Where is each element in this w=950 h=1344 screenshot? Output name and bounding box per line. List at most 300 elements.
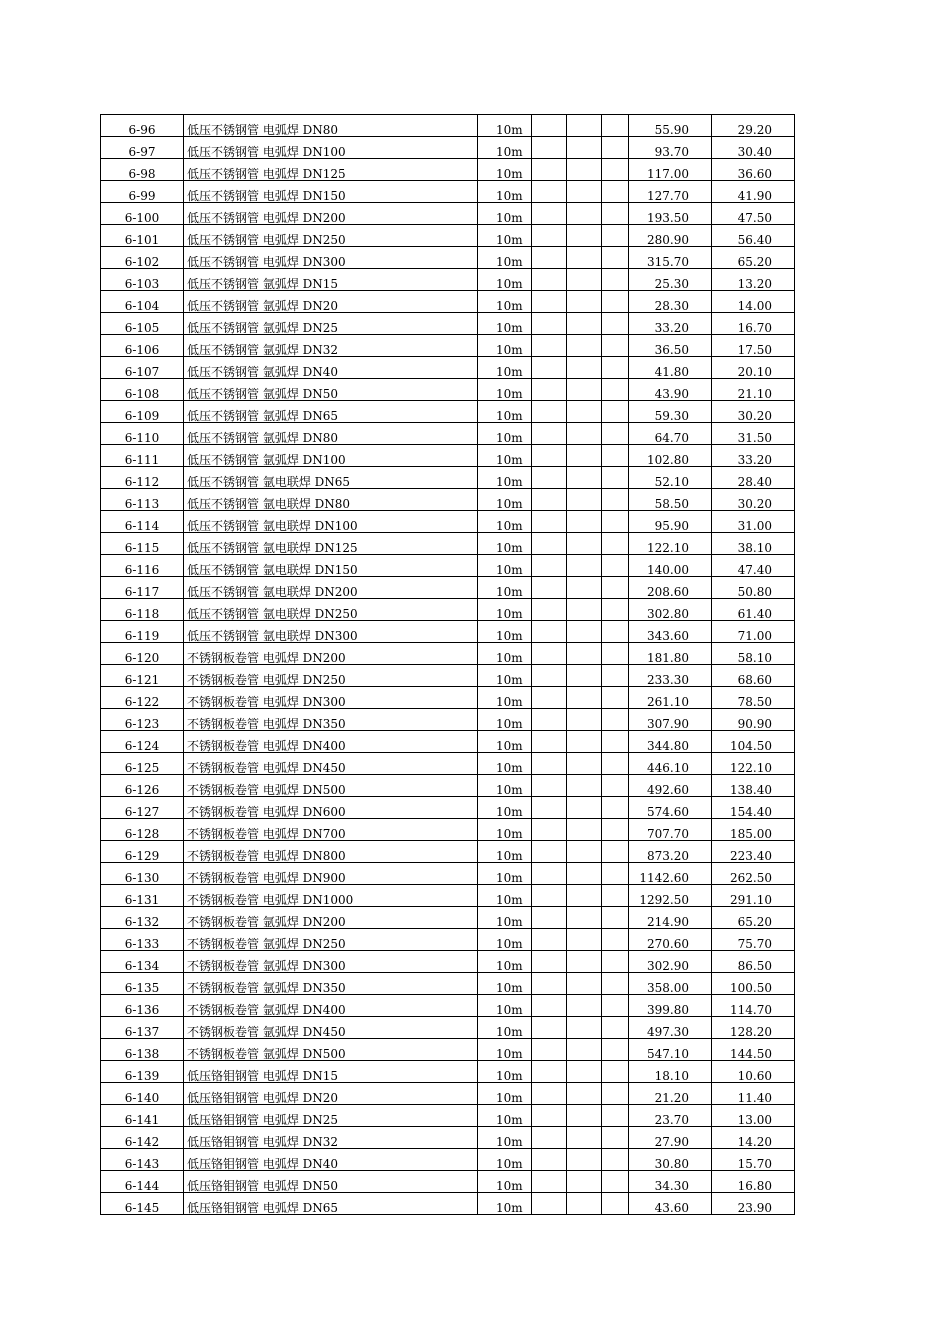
base-price-cell: 58.50 — [629, 489, 712, 511]
item-code-cell: 6-106 — [101, 335, 184, 357]
table-row — [101, 643, 795, 665]
blank-cell-c — [602, 159, 629, 181]
unit-cell: 10m — [478, 115, 532, 137]
blank-cell-b — [567, 181, 602, 203]
labor-cost-cell: 78.50 — [712, 687, 795, 709]
item-name-cell: 低压不锈钢管 电弧焊 DN125 — [184, 159, 478, 181]
item-name-cell: 不锈钢板卷管 氩弧焊 DN500 — [184, 1039, 478, 1061]
labor-cost-cell: 33.20 — [712, 445, 795, 467]
item-name-cell: 低压不锈钢管 氩弧焊 DN32 — [184, 335, 478, 357]
base-price-cell: 36.50 — [629, 335, 712, 357]
item-name-cell: 不锈钢板卷管 氩弧焊 DN450 — [184, 1017, 478, 1039]
base-price-cell: 55.90 — [629, 115, 712, 137]
table-row — [101, 533, 795, 555]
item-code-cell: 6-131 — [101, 885, 184, 907]
item-name-cell: 低压铬钼钢管 电弧焊 DN65 — [184, 1193, 478, 1215]
item-code-cell: 6-112 — [101, 467, 184, 489]
item-name-cell: 低压不锈钢管 氩电联焊 DN150 — [184, 555, 478, 577]
blank-cell-b — [567, 1061, 602, 1083]
item-name-cell: 不锈钢板卷管 电弧焊 DN200 — [184, 643, 478, 665]
blank-cell-c — [602, 775, 629, 797]
blank-cell-b — [567, 379, 602, 401]
item-name-cell: 不锈钢板卷管 电弧焊 DN450 — [184, 753, 478, 775]
item-name-cell: 低压不锈钢管 氩电联焊 DN250 — [184, 599, 478, 621]
blank-cell-a — [532, 159, 567, 181]
item-name-cell: 不锈钢板卷管 电弧焊 DN400 — [184, 731, 478, 753]
table-row — [101, 665, 795, 687]
blank-cell-c — [602, 753, 629, 775]
blank-cell-b — [567, 819, 602, 841]
table-row — [101, 379, 795, 401]
unit-cell: 10m — [478, 1039, 532, 1061]
unit-cell: 10m — [478, 137, 532, 159]
blank-cell-b — [567, 423, 602, 445]
labor-cost-cell: 38.10 — [712, 533, 795, 555]
blank-cell-a — [532, 247, 567, 269]
item-code-cell: 6-140 — [101, 1083, 184, 1105]
unit-cell: 10m — [478, 533, 532, 555]
unit-cell: 10m — [478, 159, 532, 181]
blank-cell-b — [567, 1127, 602, 1149]
unit-cell: 10m — [478, 357, 532, 379]
unit-cell: 10m — [478, 995, 532, 1017]
base-price-cell: 358.00 — [629, 973, 712, 995]
table-row — [101, 467, 795, 489]
unit-cell: 10m — [478, 951, 532, 973]
blank-cell-c — [602, 599, 629, 621]
item-name-cell: 不锈钢板卷管 电弧焊 DN900 — [184, 863, 478, 885]
blank-cell-c — [602, 885, 629, 907]
blank-cell-c — [602, 731, 629, 753]
labor-cost-cell: 185.00 — [712, 819, 795, 841]
table-row — [101, 775, 795, 797]
item-code-cell: 6-122 — [101, 687, 184, 709]
unit-cell: 10m — [478, 335, 532, 357]
blank-cell-b — [567, 269, 602, 291]
blank-cell-b — [567, 203, 602, 225]
blank-cell-a — [532, 533, 567, 555]
unit-cell: 10m — [478, 269, 532, 291]
item-name-cell: 低压不锈钢管 氩电联焊 DN125 — [184, 533, 478, 555]
base-price-cell: 127.70 — [629, 181, 712, 203]
blank-cell-c — [602, 973, 629, 995]
blank-cell-c — [602, 995, 629, 1017]
labor-cost-cell: 14.20 — [712, 1127, 795, 1149]
quota-table — [100, 114, 795, 1215]
blank-cell-b — [567, 1149, 602, 1171]
base-price-cell: 181.80 — [629, 643, 712, 665]
blank-cell-a — [532, 907, 567, 929]
item-name-cell: 低压不锈钢管 氩弧焊 DN40 — [184, 357, 478, 379]
labor-cost-cell: 75.70 — [712, 929, 795, 951]
unit-cell: 10m — [478, 819, 532, 841]
base-price-cell: 307.90 — [629, 709, 712, 731]
labor-cost-cell: 58.10 — [712, 643, 795, 665]
blank-cell-c — [602, 621, 629, 643]
labor-cost-cell: 29.20 — [712, 115, 795, 137]
item-name-cell: 低压不锈钢管 氩弧焊 DN25 — [184, 313, 478, 335]
unit-cell: 10m — [478, 291, 532, 313]
blank-cell-c — [602, 819, 629, 841]
item-code-cell: 6-119 — [101, 621, 184, 643]
base-price-cell: 52.10 — [629, 467, 712, 489]
blank-cell-a — [532, 1171, 567, 1193]
table-row — [101, 357, 795, 379]
base-price-cell: 302.80 — [629, 599, 712, 621]
table-row — [101, 599, 795, 621]
item-code-cell: 6-145 — [101, 1193, 184, 1215]
blank-cell-c — [602, 907, 629, 929]
table-row — [101, 511, 795, 533]
blank-cell-b — [567, 907, 602, 929]
base-price-cell: 315.70 — [629, 247, 712, 269]
table-row — [101, 973, 795, 995]
blank-cell-a — [532, 291, 567, 313]
unit-cell: 10m — [478, 489, 532, 511]
blank-cell-b — [567, 643, 602, 665]
blank-cell-a — [532, 1039, 567, 1061]
labor-cost-cell: 36.60 — [712, 159, 795, 181]
base-price-cell: 574.60 — [629, 797, 712, 819]
blank-cell-a — [532, 1105, 567, 1127]
blank-cell-a — [532, 225, 567, 247]
item-name-cell: 低压铬钼钢管 电弧焊 DN20 — [184, 1083, 478, 1105]
blank-cell-c — [602, 643, 629, 665]
item-code-cell: 6-143 — [101, 1149, 184, 1171]
blank-cell-a — [532, 489, 567, 511]
labor-cost-cell: 15.70 — [712, 1149, 795, 1171]
labor-cost-cell: 16.70 — [712, 313, 795, 335]
labor-cost-cell: 138.40 — [712, 775, 795, 797]
table-row — [101, 731, 795, 753]
blank-cell-a — [532, 643, 567, 665]
base-price-cell: 233.30 — [629, 665, 712, 687]
base-price-cell: 1292.50 — [629, 885, 712, 907]
labor-cost-cell: 71.00 — [712, 621, 795, 643]
table-row — [101, 423, 795, 445]
labor-cost-cell: 122.10 — [712, 753, 795, 775]
table-row — [101, 951, 795, 973]
blank-cell-b — [567, 577, 602, 599]
table-row — [101, 115, 795, 137]
table-row — [101, 203, 795, 225]
labor-cost-cell: 61.40 — [712, 599, 795, 621]
blank-cell-a — [532, 775, 567, 797]
base-price-cell: 270.60 — [629, 929, 712, 951]
blank-cell-b — [567, 1193, 602, 1215]
labor-cost-cell: 104.50 — [712, 731, 795, 753]
blank-cell-a — [532, 929, 567, 951]
blank-cell-b — [567, 335, 602, 357]
blank-cell-b — [567, 489, 602, 511]
item-name-cell: 低压不锈钢管 氩弧焊 DN15 — [184, 269, 478, 291]
unit-cell: 10m — [478, 445, 532, 467]
blank-cell-b — [567, 445, 602, 467]
base-price-cell: 302.90 — [629, 951, 712, 973]
unit-cell: 10m — [478, 181, 532, 203]
labor-cost-cell: 21.10 — [712, 379, 795, 401]
blank-cell-b — [567, 555, 602, 577]
labor-cost-cell: 41.90 — [712, 181, 795, 203]
unit-cell: 10m — [478, 599, 532, 621]
item-code-cell: 6-127 — [101, 797, 184, 819]
labor-cost-cell: 30.20 — [712, 401, 795, 423]
blank-cell-a — [532, 1127, 567, 1149]
blank-cell-a — [532, 335, 567, 357]
labor-cost-cell: 291.10 — [712, 885, 795, 907]
item-name-cell: 不锈钢板卷管 电弧焊 DN250 — [184, 665, 478, 687]
item-code-cell: 6-129 — [101, 841, 184, 863]
base-price-cell: 27.90 — [629, 1127, 712, 1149]
blank-cell-c — [602, 687, 629, 709]
unit-cell: 10m — [478, 203, 532, 225]
blank-cell-a — [532, 379, 567, 401]
item-name-cell: 低压不锈钢管 氩电联焊 DN300 — [184, 621, 478, 643]
item-code-cell: 6-134 — [101, 951, 184, 973]
table-row — [101, 313, 795, 335]
blank-cell-a — [532, 599, 567, 621]
table-row — [101, 841, 795, 863]
item-code-cell: 6-104 — [101, 291, 184, 313]
blank-cell-a — [532, 577, 567, 599]
labor-cost-cell: 13.20 — [712, 269, 795, 291]
unit-cell: 10m — [478, 709, 532, 731]
table-body — [101, 115, 795, 1215]
blank-cell-c — [602, 929, 629, 951]
blank-cell-b — [567, 159, 602, 181]
table-row — [101, 137, 795, 159]
blank-cell-a — [532, 841, 567, 863]
item-name-cell: 不锈钢板卷管 电弧焊 DN500 — [184, 775, 478, 797]
table-row — [101, 687, 795, 709]
base-price-cell: 547.10 — [629, 1039, 712, 1061]
item-code-cell: 6-108 — [101, 379, 184, 401]
blank-cell-a — [532, 709, 567, 731]
blank-cell-a — [532, 115, 567, 137]
blank-cell-b — [567, 775, 602, 797]
item-name-cell: 不锈钢板卷管 电弧焊 DN600 — [184, 797, 478, 819]
unit-cell: 10m — [478, 841, 532, 863]
unit-cell: 10m — [478, 1127, 532, 1149]
unit-cell: 10m — [478, 467, 532, 489]
blank-cell-c — [602, 555, 629, 577]
base-price-cell: 95.90 — [629, 511, 712, 533]
table-row — [101, 159, 795, 181]
labor-cost-cell: 10.60 — [712, 1061, 795, 1083]
blank-cell-b — [567, 687, 602, 709]
item-code-cell: 6-132 — [101, 907, 184, 929]
blank-cell-b — [567, 885, 602, 907]
blank-cell-a — [532, 357, 567, 379]
unit-cell: 10m — [478, 379, 532, 401]
unit-cell: 10m — [478, 1061, 532, 1083]
blank-cell-c — [602, 511, 629, 533]
item-name-cell: 不锈钢板卷管 氩弧焊 DN250 — [184, 929, 478, 951]
unit-cell: 10m — [478, 863, 532, 885]
blank-cell-b — [567, 1017, 602, 1039]
unit-cell: 10m — [478, 775, 532, 797]
table-row — [101, 247, 795, 269]
item-name-cell: 不锈钢板卷管 电弧焊 DN300 — [184, 687, 478, 709]
item-name-cell: 不锈钢板卷管 电弧焊 DN1000 — [184, 885, 478, 907]
item-code-cell: 6-125 — [101, 753, 184, 775]
unit-cell: 10m — [478, 577, 532, 599]
table-row — [101, 555, 795, 577]
labor-cost-cell: 262.50 — [712, 863, 795, 885]
base-price-cell: 497.30 — [629, 1017, 712, 1039]
blank-cell-b — [567, 973, 602, 995]
table-row — [101, 709, 795, 731]
blank-cell-b — [567, 511, 602, 533]
base-price-cell: 122.10 — [629, 533, 712, 555]
unit-cell: 10m — [478, 1171, 532, 1193]
item-name-cell: 低压不锈钢管 氩弧焊 DN65 — [184, 401, 478, 423]
blank-cell-a — [532, 511, 567, 533]
blank-cell-c — [602, 797, 629, 819]
base-price-cell: 1142.60 — [629, 863, 712, 885]
item-code-cell: 6-126 — [101, 775, 184, 797]
base-price-cell: 28.30 — [629, 291, 712, 313]
base-price-cell: 102.80 — [629, 445, 712, 467]
item-name-cell: 低压铬钼钢管 电弧焊 DN25 — [184, 1105, 478, 1127]
item-code-cell: 6-137 — [101, 1017, 184, 1039]
labor-cost-cell: 13.00 — [712, 1105, 795, 1127]
blank-cell-b — [567, 291, 602, 313]
base-price-cell: 18.10 — [629, 1061, 712, 1083]
item-code-cell: 6-123 — [101, 709, 184, 731]
blank-cell-b — [567, 1171, 602, 1193]
labor-cost-cell: 20.10 — [712, 357, 795, 379]
blank-cell-a — [532, 313, 567, 335]
blank-cell-c — [602, 1149, 629, 1171]
blank-cell-b — [567, 247, 602, 269]
blank-cell-c — [602, 1039, 629, 1061]
table-row — [101, 1083, 795, 1105]
item-code-cell: 6-124 — [101, 731, 184, 753]
unit-cell: 10m — [478, 313, 532, 335]
blank-cell-a — [532, 973, 567, 995]
blank-cell-c — [602, 137, 629, 159]
blank-cell-c — [602, 269, 629, 291]
labor-cost-cell: 17.50 — [712, 335, 795, 357]
base-price-cell: 59.30 — [629, 401, 712, 423]
labor-cost-cell: 31.50 — [712, 423, 795, 445]
item-code-cell: 6-105 — [101, 313, 184, 335]
unit-cell: 10m — [478, 907, 532, 929]
blank-cell-c — [602, 1105, 629, 1127]
blank-cell-c — [602, 115, 629, 137]
table-row — [101, 797, 795, 819]
unit-cell: 10m — [478, 247, 532, 269]
item-name-cell: 低压不锈钢管 电弧焊 DN300 — [184, 247, 478, 269]
item-code-cell: 6-121 — [101, 665, 184, 687]
blank-cell-a — [532, 467, 567, 489]
labor-cost-cell: 114.70 — [712, 995, 795, 1017]
blank-cell-b — [567, 115, 602, 137]
item-code-cell: 6-107 — [101, 357, 184, 379]
blank-cell-a — [532, 797, 567, 819]
blank-cell-a — [532, 885, 567, 907]
item-name-cell: 低压不锈钢管 氩弧焊 DN80 — [184, 423, 478, 445]
blank-cell-c — [602, 181, 629, 203]
blank-cell-b — [567, 1039, 602, 1061]
labor-cost-cell: 65.20 — [712, 247, 795, 269]
base-price-cell: 343.60 — [629, 621, 712, 643]
unit-cell: 10m — [478, 731, 532, 753]
blank-cell-b — [567, 401, 602, 423]
base-price-cell: 33.20 — [629, 313, 712, 335]
blank-cell-c — [602, 423, 629, 445]
blank-cell-b — [567, 841, 602, 863]
unit-cell: 10m — [478, 1017, 532, 1039]
blank-cell-a — [532, 445, 567, 467]
item-name-cell: 不锈钢板卷管 电弧焊 DN700 — [184, 819, 478, 841]
blank-cell-a — [532, 555, 567, 577]
unit-cell: 10m — [478, 1105, 532, 1127]
item-code-cell: 6-141 — [101, 1105, 184, 1127]
item-code-cell: 6-144 — [101, 1171, 184, 1193]
item-code-cell: 6-118 — [101, 599, 184, 621]
blank-cell-c — [602, 533, 629, 555]
table-row — [101, 995, 795, 1017]
item-code-cell: 6-133 — [101, 929, 184, 951]
unit-cell: 10m — [478, 929, 532, 951]
blank-cell-c — [602, 225, 629, 247]
unit-cell: 10m — [478, 555, 532, 577]
blank-cell-c — [602, 489, 629, 511]
item-name-cell: 不锈钢板卷管 电弧焊 DN350 — [184, 709, 478, 731]
base-price-cell: 446.10 — [629, 753, 712, 775]
blank-cell-a — [532, 423, 567, 445]
item-name-cell: 不锈钢板卷管 氩弧焊 DN200 — [184, 907, 478, 929]
table-row — [101, 445, 795, 467]
blank-cell-c — [602, 577, 629, 599]
item-name-cell: 低压铬钼钢管 电弧焊 DN32 — [184, 1127, 478, 1149]
blank-cell-b — [567, 225, 602, 247]
base-price-cell: 93.70 — [629, 137, 712, 159]
blank-cell-b — [567, 951, 602, 973]
item-code-cell: 6-99 — [101, 181, 184, 203]
blank-cell-c — [602, 291, 629, 313]
item-name-cell: 不锈钢板卷管 氩弧焊 DN300 — [184, 951, 478, 973]
blank-cell-b — [567, 137, 602, 159]
base-price-cell: 492.60 — [629, 775, 712, 797]
table-row — [101, 489, 795, 511]
blank-cell-c — [602, 951, 629, 973]
blank-cell-a — [532, 951, 567, 973]
item-name-cell: 低压不锈钢管 氩电联焊 DN65 — [184, 467, 478, 489]
item-code-cell: 6-120 — [101, 643, 184, 665]
unit-cell: 10m — [478, 1149, 532, 1171]
table-row — [101, 819, 795, 841]
blank-cell-b — [567, 797, 602, 819]
unit-cell: 10m — [478, 1083, 532, 1105]
labor-cost-cell: 31.00 — [712, 511, 795, 533]
blank-cell-c — [602, 335, 629, 357]
base-price-cell: 873.20 — [629, 841, 712, 863]
blank-cell-b — [567, 1105, 602, 1127]
blank-cell-b — [567, 313, 602, 335]
labor-cost-cell: 56.40 — [712, 225, 795, 247]
item-name-cell: 低压不锈钢管 氩电联焊 DN80 — [184, 489, 478, 511]
item-name-cell: 低压不锈钢管 电弧焊 DN100 — [184, 137, 478, 159]
table-row — [101, 225, 795, 247]
blank-cell-c — [602, 1083, 629, 1105]
base-price-cell: 25.30 — [629, 269, 712, 291]
table-row — [101, 621, 795, 643]
unit-cell: 10m — [478, 621, 532, 643]
blank-cell-c — [602, 863, 629, 885]
